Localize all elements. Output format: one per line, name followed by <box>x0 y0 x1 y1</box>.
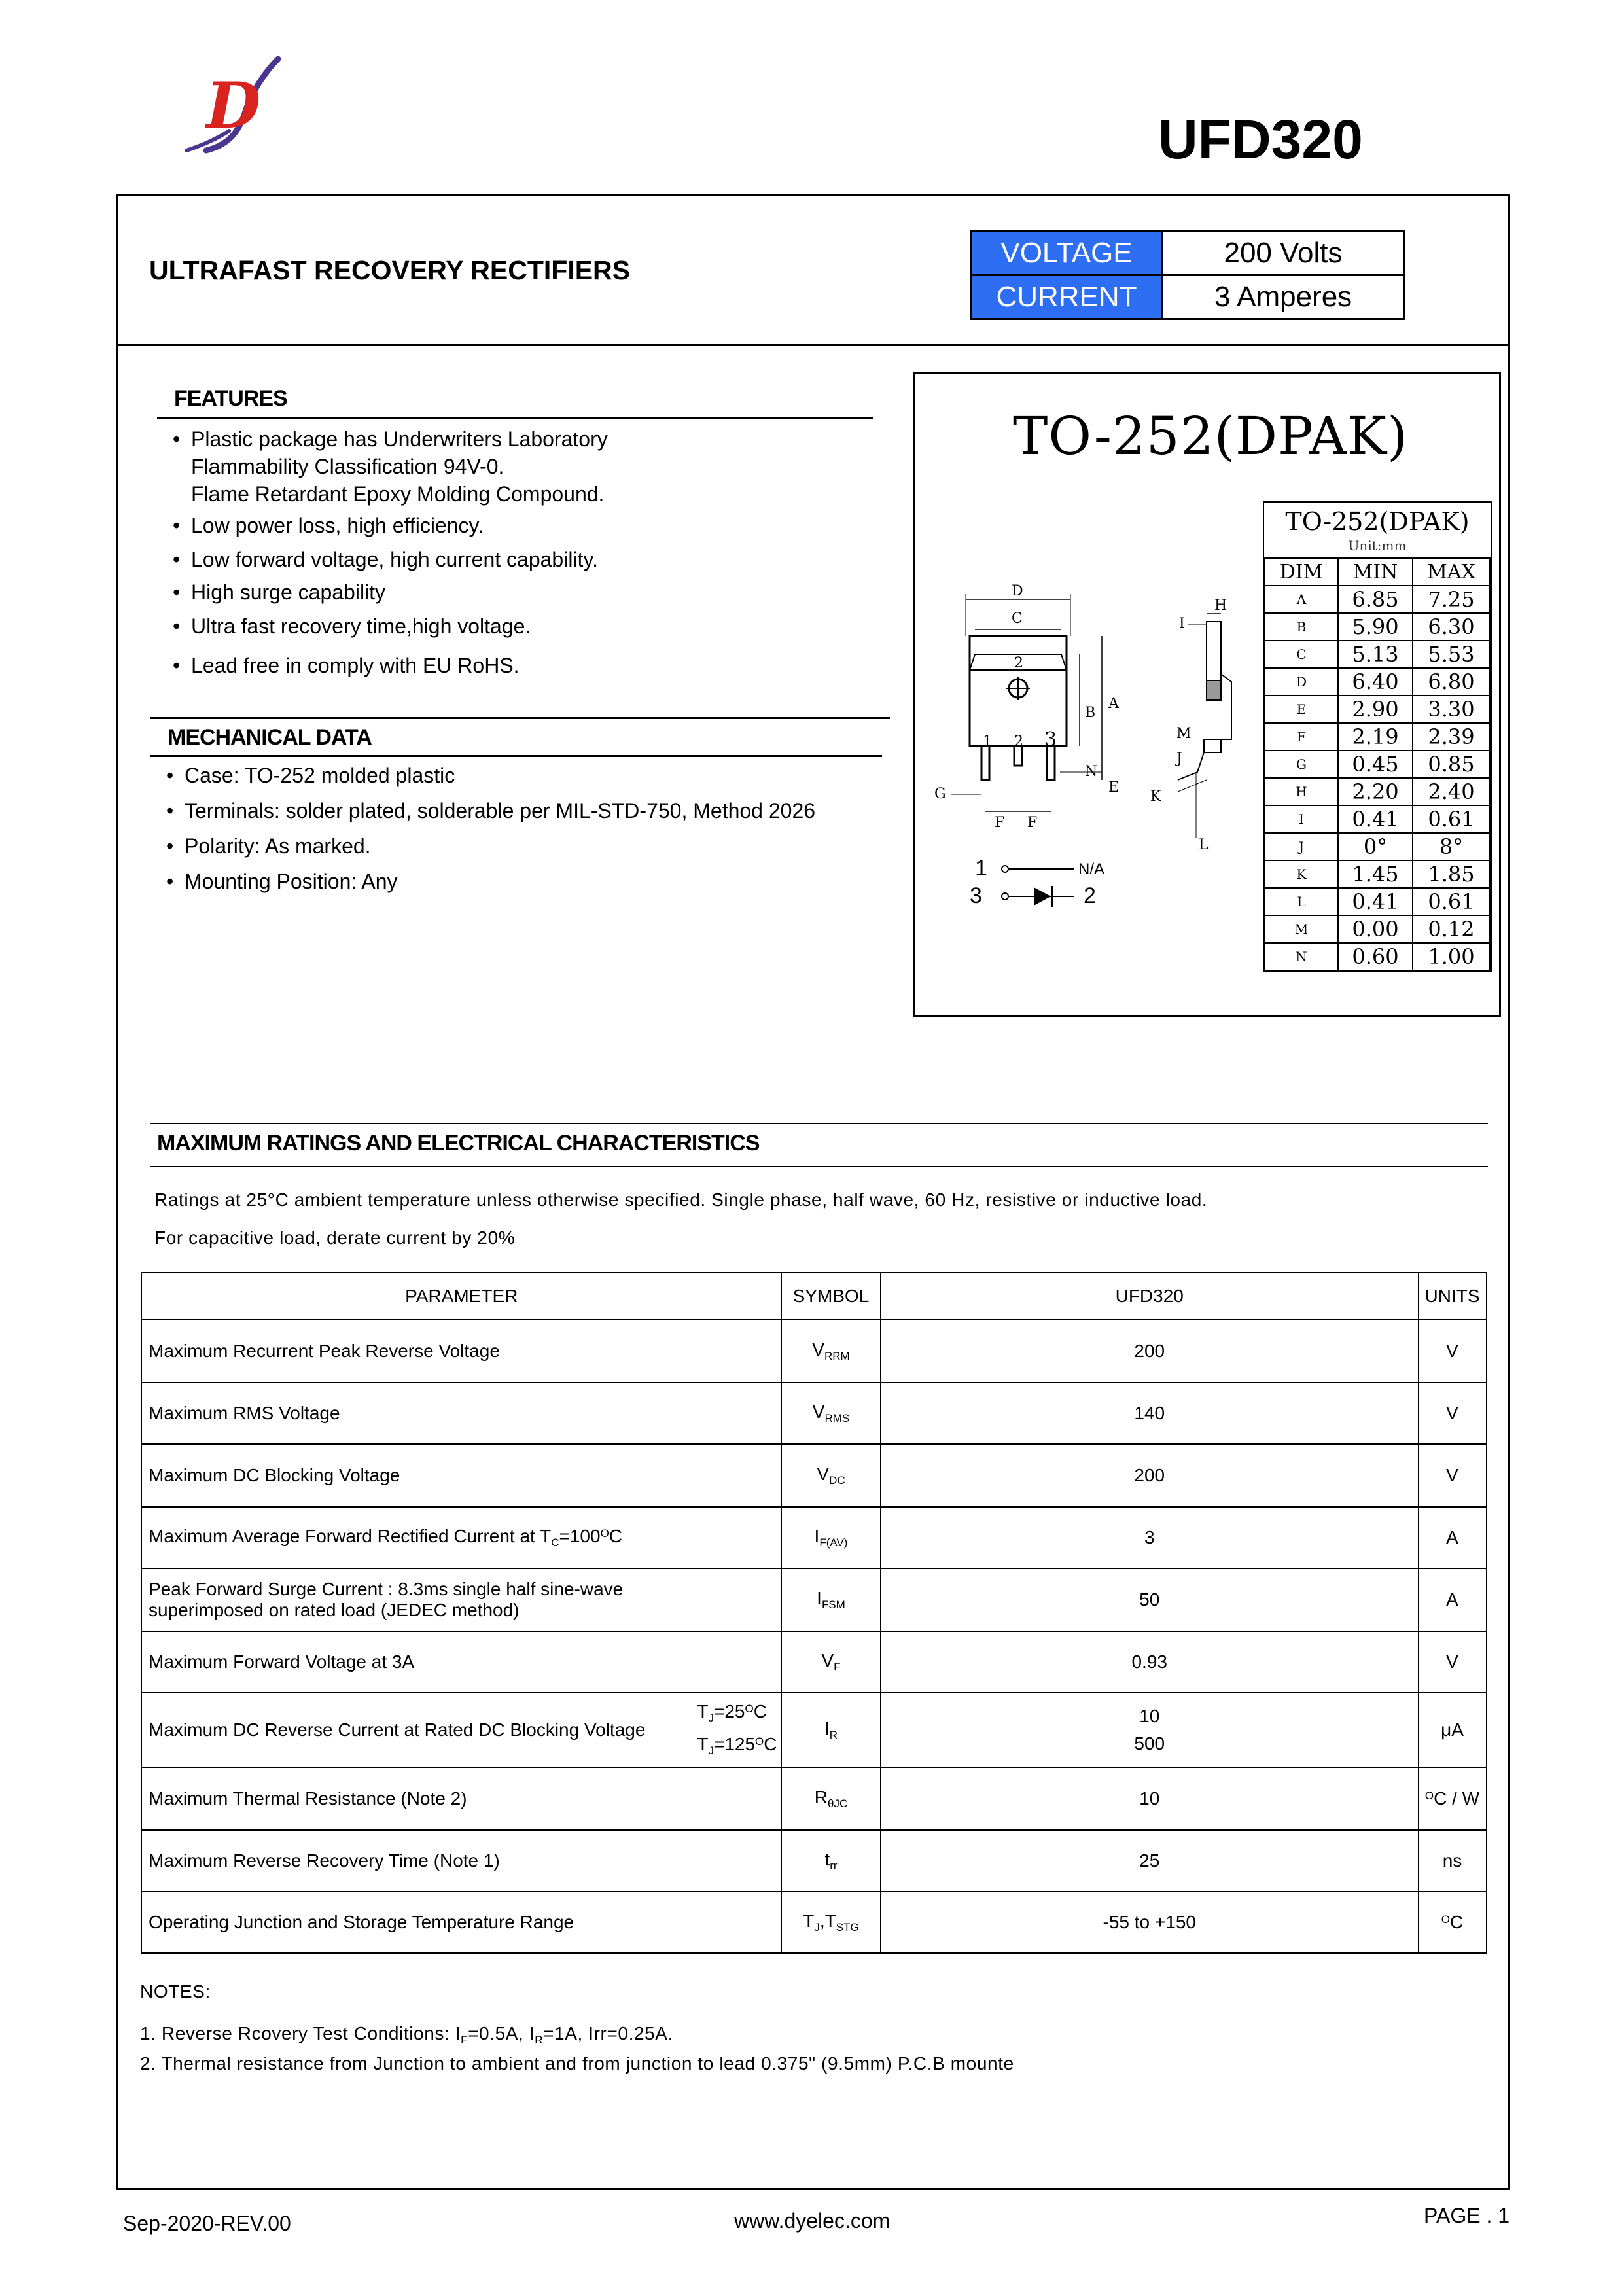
pinout-na-label: N/A <box>1078 860 1105 878</box>
note-1: 1. Reverse Rcovery Test Conditions: $I_F=0.5A$, $I_R=1A$, Irr=0.25A. <box>140 2023 673 2046</box>
dimension-max: 8° <box>1413 833 1490 860</box>
dimension-max: 6.80 <box>1413 668 1490 696</box>
dimension-row <box>1265 586 1490 613</box>
drawing-I-label: I <box>1179 616 1185 632</box>
series-title: ULTRAFAST RECOVERY RECTIFIERS <box>149 255 631 285</box>
dimension-row <box>1265 751 1490 778</box>
dimension-row <box>1265 613 1490 641</box>
features-heading: FEATURES <box>174 386 287 411</box>
part-number-title: UFD320 <box>1158 109 1363 170</box>
dimension-min: 6.40 <box>1338 668 1413 696</box>
dimension-max: 0.85 <box>1413 751 1490 778</box>
drawing-pin-2-label: 2 <box>1014 733 1023 750</box>
drawing-K-label: K <box>1150 788 1161 805</box>
dimension-min: 2.19 <box>1338 723 1413 751</box>
note-2: 2. Thermal resistance from Junction to ambient and from junction to lead 0.375" (9.5mm) P.C.B mounte <box>140 2053 1014 2074</box>
dimension-row <box>1265 723 1490 751</box>
dimension-min: 0° <box>1338 833 1413 860</box>
dimension-min: 0.41 <box>1338 888 1413 915</box>
dimension-letter: K <box>1265 860 1338 888</box>
dimension-letter: F <box>1265 723 1338 751</box>
dimension-max: 2.39 <box>1413 723 1490 751</box>
dimension-max: 1.85 <box>1413 860 1490 888</box>
drawing-C-label: C <box>1012 610 1023 627</box>
ratings-rule-bottom <box>150 1166 1488 1167</box>
min-header: MIN <box>1338 558 1413 586</box>
dimension-max: 0.61 <box>1413 888 1490 915</box>
feature-item: • Lead free in comply with EU RoHS. <box>173 654 520 677</box>
table-row: Maximum RMS Voltage $V_{RMS}$ 140 V <box>142 1383 1487 1444</box>
drawing-pin-1-label: 1 <box>983 733 992 750</box>
drawing-E-label: E <box>1108 779 1120 796</box>
dimension-row <box>1265 833 1490 860</box>
feature-item: • Low forward voltage, high current capability. <box>173 548 598 571</box>
feature-item: • Low power loss, high efficiency. <box>173 514 484 537</box>
dimension-max: 2.40 <box>1413 778 1490 805</box>
mechanical-rule-bottom <box>150 755 882 757</box>
pinout-pin3: 3 <box>970 883 982 908</box>
drawing-G-label: G <box>934 786 946 802</box>
revision-label: Sep-2020-REV.00 <box>123 2212 291 2235</box>
dimension-letter: L <box>1265 888 1338 915</box>
current-value: 3 Amperes <box>1163 275 1404 319</box>
dimension-letter: A <box>1265 586 1338 613</box>
mechanical-item: • Terminals: solder plated, solderable per MIL-STD-750, Method 2026 <box>166 799 816 822</box>
dimension-min: 0.45 <box>1338 751 1413 778</box>
dimension-max: 0.61 <box>1413 805 1490 833</box>
feature-item: • Ultra fast recovery time,high voltage. <box>173 614 531 638</box>
mechanical-item: • Polarity: As marked. <box>166 834 371 858</box>
dimensions-table-title: TO-252(DPAK) <box>1285 507 1470 536</box>
dimension-max: 3.30 <box>1413 696 1490 723</box>
current-row <box>971 275 1404 319</box>
dimension-max: 1.00 <box>1413 943 1490 970</box>
company-logo <box>180 52 298 164</box>
drawing-pin-3-label: 3 <box>1044 728 1057 751</box>
feature-item: • Plastic package has Underwriters Laboratory Flammability Classification 94V-0. Flame Retardant Epoxy Molding Compound. <box>173 427 608 506</box>
voltage-value: 200 Volts <box>1163 232 1404 275</box>
dimension-row <box>1265 668 1490 696</box>
ratings-rule-top <box>150 1123 1488 1124</box>
dimension-row <box>1265 696 1490 723</box>
package-drawing <box>929 576 1256 916</box>
notes-heading: NOTES: <box>140 1981 211 2002</box>
dimension-min: 0.60 <box>1338 943 1413 970</box>
diode-symbol-icon <box>1034 887 1051 906</box>
dimension-row <box>1265 915 1490 943</box>
dimensions-table <box>1264 557 1491 971</box>
dimension-row <box>1265 805 1490 833</box>
dimension-row <box>1265 641 1490 668</box>
parameter-header: PARAMETER <box>142 1273 782 1320</box>
dimension-row <box>1265 943 1490 970</box>
table-row: Maximum Recurrent Peak Reverse Voltage $V_{RRM}$ 200 V <box>142 1320 1487 1383</box>
table-row: Maximum DC Blocking Voltage $V_{DC}$ 200 V <box>142 1444 1487 1507</box>
drawing-F2-label: F <box>1027 815 1038 831</box>
dimension-letter: E <box>1265 696 1338 723</box>
mechanical-item: • Case: TO-252 molded plastic <box>166 764 455 787</box>
value-header: UFD320 <box>881 1273 1419 1320</box>
dimension-row <box>1265 860 1490 888</box>
table-row: Maximum DC Reverse Current at Rated DC Blocking Voltage $T_J=25^OC$ $T_J=125^OC$ $I_R$ 10 500 μA <box>142 1693 1487 1767</box>
drawing-M-label: M <box>1176 726 1192 742</box>
pinout-pin2: 2 <box>1084 883 1096 908</box>
drawing-A-label: A <box>1108 696 1119 712</box>
dimensions-unit: Unit:mm <box>1348 538 1407 554</box>
mechanical-rule-top <box>150 717 890 719</box>
ratings-header-row <box>142 1273 1487 1320</box>
dimension-row <box>1265 778 1490 805</box>
dimension-letter: H <box>1265 778 1338 805</box>
pinout-pin1: 1 <box>975 856 987 881</box>
features-rule <box>157 417 873 419</box>
voltage-label: VOLTAGE <box>971 232 1163 275</box>
table-row: Maximum Average Forward Rectified Current at $T_C=100^OC$ $I_{F(AV)}$ 3 A <box>142 1507 1487 1568</box>
ratings-heading: MAXIMUM RATINGS AND ELECTRICAL CHARACTERISTICS <box>157 1131 760 1156</box>
dimension-max: 6.30 <box>1413 613 1490 641</box>
dimension-min: 1.45 <box>1338 860 1413 888</box>
drawing-J-label: J <box>1176 751 1182 767</box>
dimension-min: 5.90 <box>1338 613 1413 641</box>
table-row: Operating Junction and Storage Temperature Range $T_J,T_{STG}$ -55 to +150 $^O$C <box>142 1892 1487 1953</box>
table-row: Maximum Thermal Resistance (Note 2) $R_{\theta JC}$ 10 $^O$C / W <box>142 1767 1487 1830</box>
drawing-D-label: D <box>1012 583 1023 599</box>
table-row: Maximum Forward Voltage at 3A $V_F$ 0.93 V <box>142 1631 1487 1693</box>
dimension-letter: N <box>1265 943 1338 970</box>
package-title: TO-252(DPAK) <box>1013 406 1409 467</box>
drawing-L-label: L <box>1199 837 1209 853</box>
mechanical-heading: MECHANICAL DATA <box>168 725 372 750</box>
dimensions-table-box <box>1263 501 1492 972</box>
dimension-letter: C <box>1265 641 1338 668</box>
dimension-min: 2.20 <box>1338 778 1413 805</box>
dimension-min: 5.13 <box>1338 641 1413 668</box>
dimension-letter: G <box>1265 751 1338 778</box>
drawing-B-label: B <box>1085 705 1096 721</box>
dimension-max: 7.25 <box>1413 586 1490 613</box>
dim-header: DIM <box>1265 558 1338 586</box>
dimension-row <box>1265 888 1490 915</box>
drawing-H-label: H <box>1214 597 1227 614</box>
table-row: Peak Forward Surge Current : 8.3ms single half sine-wave superimposed on rated load (JEDEC method) $I_{FSM}$ 50 A <box>142 1568 1487 1631</box>
feature-item: • High surge capability <box>173 580 386 604</box>
drawing-F1-label: F <box>995 815 1005 831</box>
dimension-letter: J <box>1265 833 1338 860</box>
dimension-max: 0.12 <box>1413 915 1490 943</box>
drawing-N-label: N <box>1085 764 1098 780</box>
dimension-letter: I <box>1265 805 1338 833</box>
dimension-letter: D <box>1265 668 1338 696</box>
ratings-table <box>141 1272 1487 1954</box>
dimension-letter: M <box>1265 915 1338 943</box>
website-link[interactable]: www.dyelec.com <box>734 2209 891 2233</box>
dimension-min: 0.41 <box>1338 805 1413 833</box>
dimension-letter: B <box>1265 613 1338 641</box>
voltage-current-table <box>970 230 1405 320</box>
mechanical-item: • Mounting Position: Any <box>166 870 398 893</box>
table-row: Maximum Reverse Recovery Time (Note 1) $t_{rr}$ 25 ns <box>142 1830 1487 1892</box>
symbol-header: SYMBOL <box>781 1273 881 1320</box>
ratings-derating: For capacitive load, derate current by 20% <box>154 1227 516 1248</box>
page-number: PAGE . 1 <box>1424 2204 1510 2227</box>
drawing-tab-label: 2 <box>1014 655 1023 671</box>
max-header: MAX <box>1413 558 1490 586</box>
logo-letter: D <box>206 69 261 143</box>
current-label: CURRENT <box>971 275 1163 319</box>
dimension-max: 5.53 <box>1413 641 1490 668</box>
dimension-min: 0.00 <box>1338 915 1413 943</box>
dimension-min: 2.90 <box>1338 696 1413 723</box>
units-header: UNITS <box>1419 1273 1487 1320</box>
voltage-row <box>971 232 1404 275</box>
ratings-conditions: Ratings at 25°C ambient temperature unless otherwise specified. Single phase, half wave, 60 Hz, resistive or inductive load. <box>154 1190 1208 1210</box>
dimension-min: 6.85 <box>1338 586 1413 613</box>
header-divider <box>116 344 1510 346</box>
